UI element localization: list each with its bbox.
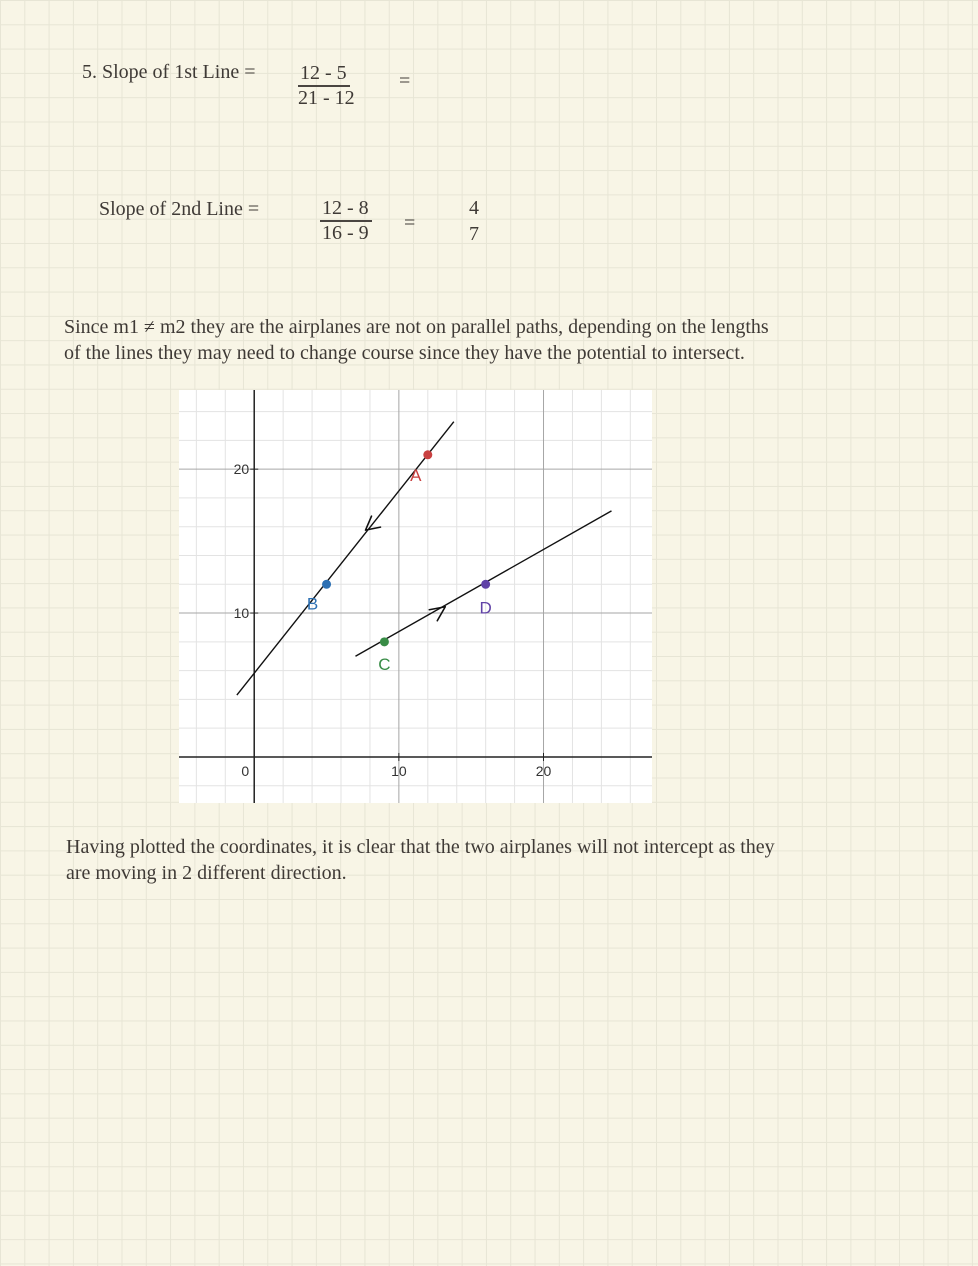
slope2-numerator: 12 - 8 [322,197,369,219]
slope1-equals: = [399,70,411,92]
slope2-equals: = [404,212,416,234]
direction-arrows [365,516,445,621]
tick-labels [234,461,552,779]
point-c [380,637,389,646]
point-b [322,580,331,589]
paragraph-1-line-1: Since m1 ≠ m2 they are the airplanes are not on parallel paths, depending on the lengths [64,316,769,338]
coordinate-graph [179,390,652,803]
slope2-result-numerator: 4 [469,197,479,219]
paragraph-2-line-1: Having plotted the coordinates, it is clear that the two airplanes will not intercept as they [66,836,775,858]
line-AB [237,422,454,695]
slope1-denominator: 21 - 12 [298,87,355,109]
point-label-a: A [410,465,422,485]
paragraph-2-line-2: are moving in 2 different direction. [66,862,347,884]
point-label-d: D [479,598,492,618]
slope2-label: Slope of 2nd Line = [99,198,260,220]
path-lines [237,422,612,695]
paragraph-conclusion-1 [64,314,769,366]
y-tick-label: 10 [233,605,250,622]
point-label-c: C [378,654,391,674]
paragraph-conclusion-2 [66,834,775,886]
x-tick-label: 0 [241,762,250,779]
slope1-numerator: 12 - 5 [300,62,347,84]
slope2-denominator: 16 - 9 [322,222,369,244]
point-a [423,450,432,459]
major-gridlines [179,390,652,803]
x-tick-label: 20 [535,762,552,779]
axes [179,390,652,803]
paragraph-1-line-2: of the lines they may need to change course since they have the potential to intersect. [64,342,745,364]
point-label-b: B [306,594,319,614]
minor-gridlines [179,390,652,803]
x-tick-label: 10 [391,762,407,779]
point-d [481,580,490,589]
y-tick-label: 20 [233,461,250,478]
slope1-label: 5. Slope of 1st Line = [82,61,256,83]
slope2-result-denominator: 7 [469,223,479,245]
